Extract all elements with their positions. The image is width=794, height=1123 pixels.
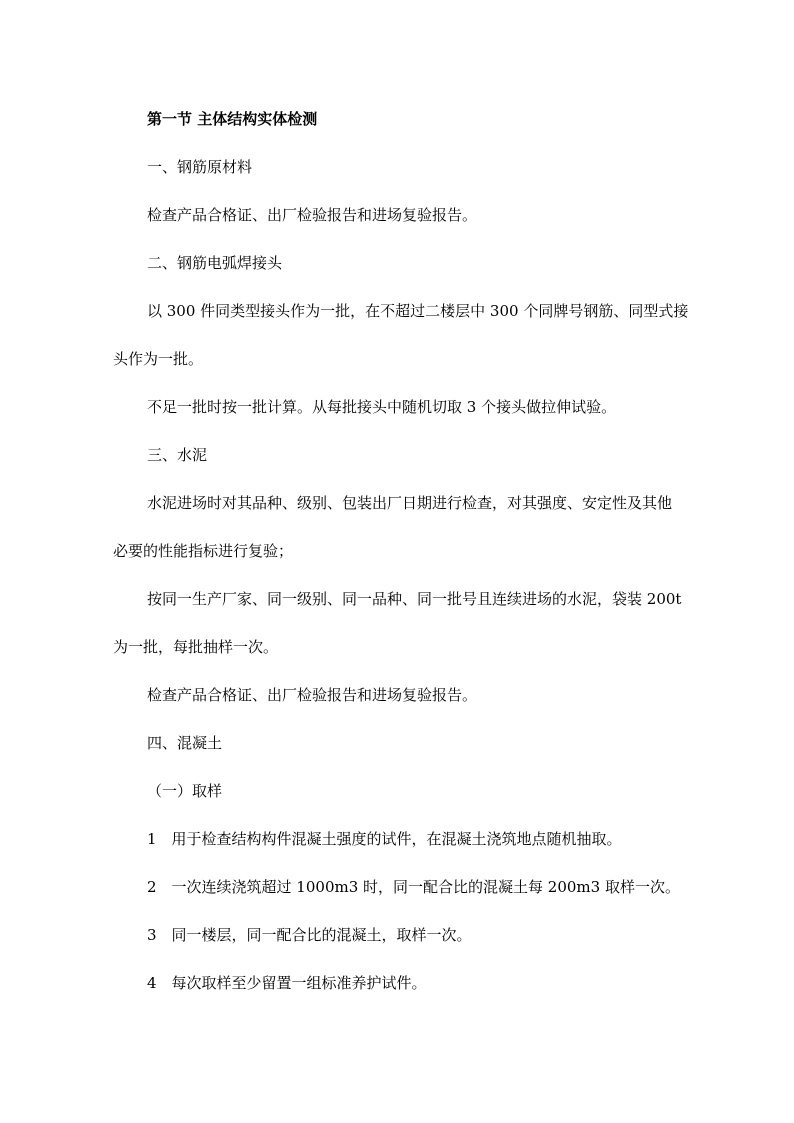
list-item: 3 同一楼层，同一配合比的混凝土，取样一次。 xyxy=(147,926,472,944)
subheading-sampling: （一）取样 xyxy=(147,782,223,800)
paragraph: 头作为一批。 xyxy=(113,350,204,368)
list-item: 1 用于检查结构构件混凝土强度的试件，在混凝土浇筑地点随机抽取。 xyxy=(147,830,622,848)
paragraph: 检查产品合格证、出厂检验报告和进场复验报告。 xyxy=(147,686,478,704)
paragraph: 不足一批时按一批计算。从每批接头中随机切取 3 个接头做拉伸试验。 xyxy=(147,398,617,416)
heading-concrete: 四、混凝土 xyxy=(147,734,223,752)
paragraph: 按同一生产厂家、同一级别、同一品种、同一批号且连续进场的水泥，袋装 200t xyxy=(147,590,682,608)
heading-cement: 三、水泥 xyxy=(147,446,208,464)
paragraph: 以 300 件同类型接头作为一批，在不超过二楼层中 300 个同牌号钢筋、同型式接 xyxy=(147,302,689,320)
list-item: 2 一次连续浇筑超过 1000m3 时，同一配合比的混凝土每 200m3 取样一次。 xyxy=(147,878,680,896)
paragraph: 为一批，每批抽样一次。 xyxy=(113,638,279,656)
paragraph: 检查产品合格证、出厂检验报告和进场复验报告。 xyxy=(147,206,478,224)
list-item: 4 每次取样至少留置一组标准养护试件。 xyxy=(147,974,427,992)
paragraph: 水泥进场时对其品种、级别、包装出厂日期进行检查，对其强度、安定性及其他 xyxy=(147,494,673,512)
heading-steel-raw-material: 一、钢筋原材料 xyxy=(147,158,253,176)
paragraph: 必要的性能指标进行复验； xyxy=(113,542,294,560)
heading-arc-welding-joint: 二、钢筋电弧焊接头 xyxy=(147,254,283,272)
section-title: 第一节 主体结构实体检测 xyxy=(147,110,318,128)
